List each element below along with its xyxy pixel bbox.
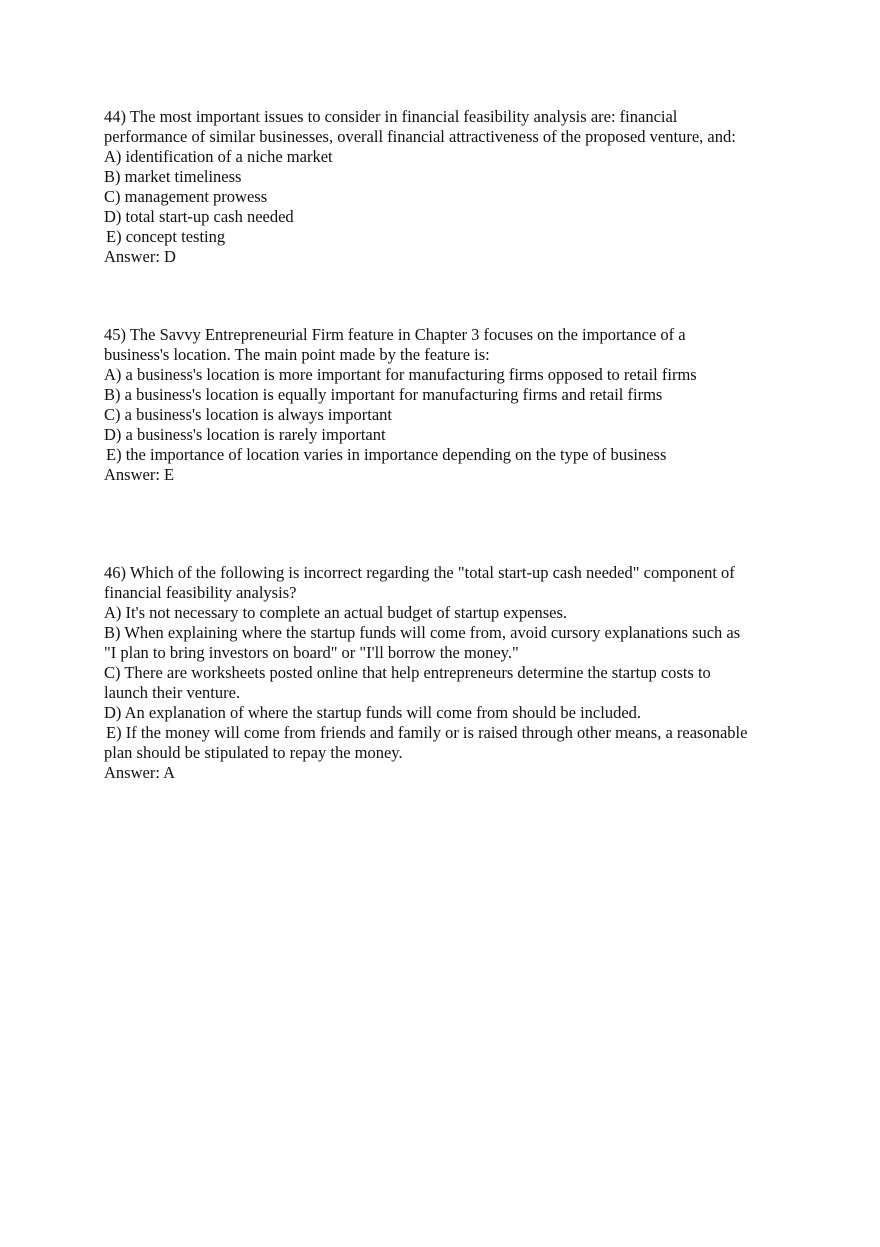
answer-option-c: C) a business's location is always important [104, 405, 393, 424]
answer-option-e: E) concept testing [106, 227, 226, 246]
question-46 [104, 563, 794, 783]
answer-option-e: E) If the money will come from friends and family or is raised through other means, a reasonable [106, 723, 748, 742]
answer-option-c: C) management prowess [104, 187, 268, 206]
question-stem-line: 45) The Savvy Entrepreneurial Firm feature in Chapter 3 focuses on the importance of a [104, 325, 686, 344]
question-44 [104, 107, 794, 267]
answer-key: Answer: E [104, 465, 175, 484]
answer-option-d: D) a business's location is rarely important [104, 425, 386, 444]
question-stem-line: business's location. The main point made by the feature is: [104, 345, 490, 364]
question-stem-line: performance of similar businesses, overall financial attractiveness of the proposed venture, and: [104, 127, 736, 146]
answer-option-b: B) a business's location is equally important for manufacturing firms and retail firms [104, 385, 663, 404]
question-stem-line: financial feasibility analysis? [104, 583, 297, 602]
answer-option-d: D) total start-up cash needed [104, 207, 294, 226]
answer-option-e-continued: plan should be stipulated to repay the money. [104, 743, 403, 762]
question-45 [104, 325, 794, 485]
answer-option-c-continued: launch their venture. [104, 683, 241, 702]
answer-option-c: C) There are worksheets posted online that help entrepreneurs determine the startup costs to [104, 663, 711, 682]
answer-option-b: B) market timeliness [104, 167, 242, 186]
answer-option-b-continued: "I plan to bring investors on board" or "I'll borrow the money." [104, 643, 519, 662]
answer-option-b: B) When explaining where the startup funds will come from, avoid cursory explanations such as [104, 623, 741, 642]
answer-option-e: E) the importance of location varies in importance depending on the type of business [106, 445, 667, 464]
answer-option-d: D) An explanation of where the startup funds will come from should be included. [104, 703, 642, 722]
answer-key: Answer: A [104, 763, 176, 782]
answer-option-a: A) It's not necessary to complete an actual budget of startup expenses. [104, 603, 567, 622]
question-stem-line: 44) The most important issues to consider in financial feasibility analysis are: financial [104, 107, 678, 126]
answer-key: Answer: D [104, 247, 176, 266]
answer-option-a: A) a business's location is more important for manufacturing firms opposed to retail firms [104, 365, 697, 384]
answer-option-a: A) identification of a niche market [104, 147, 333, 166]
question-stem-line: 46) Which of the following is incorrect regarding the "total start-up cash needed" component of [104, 563, 735, 582]
